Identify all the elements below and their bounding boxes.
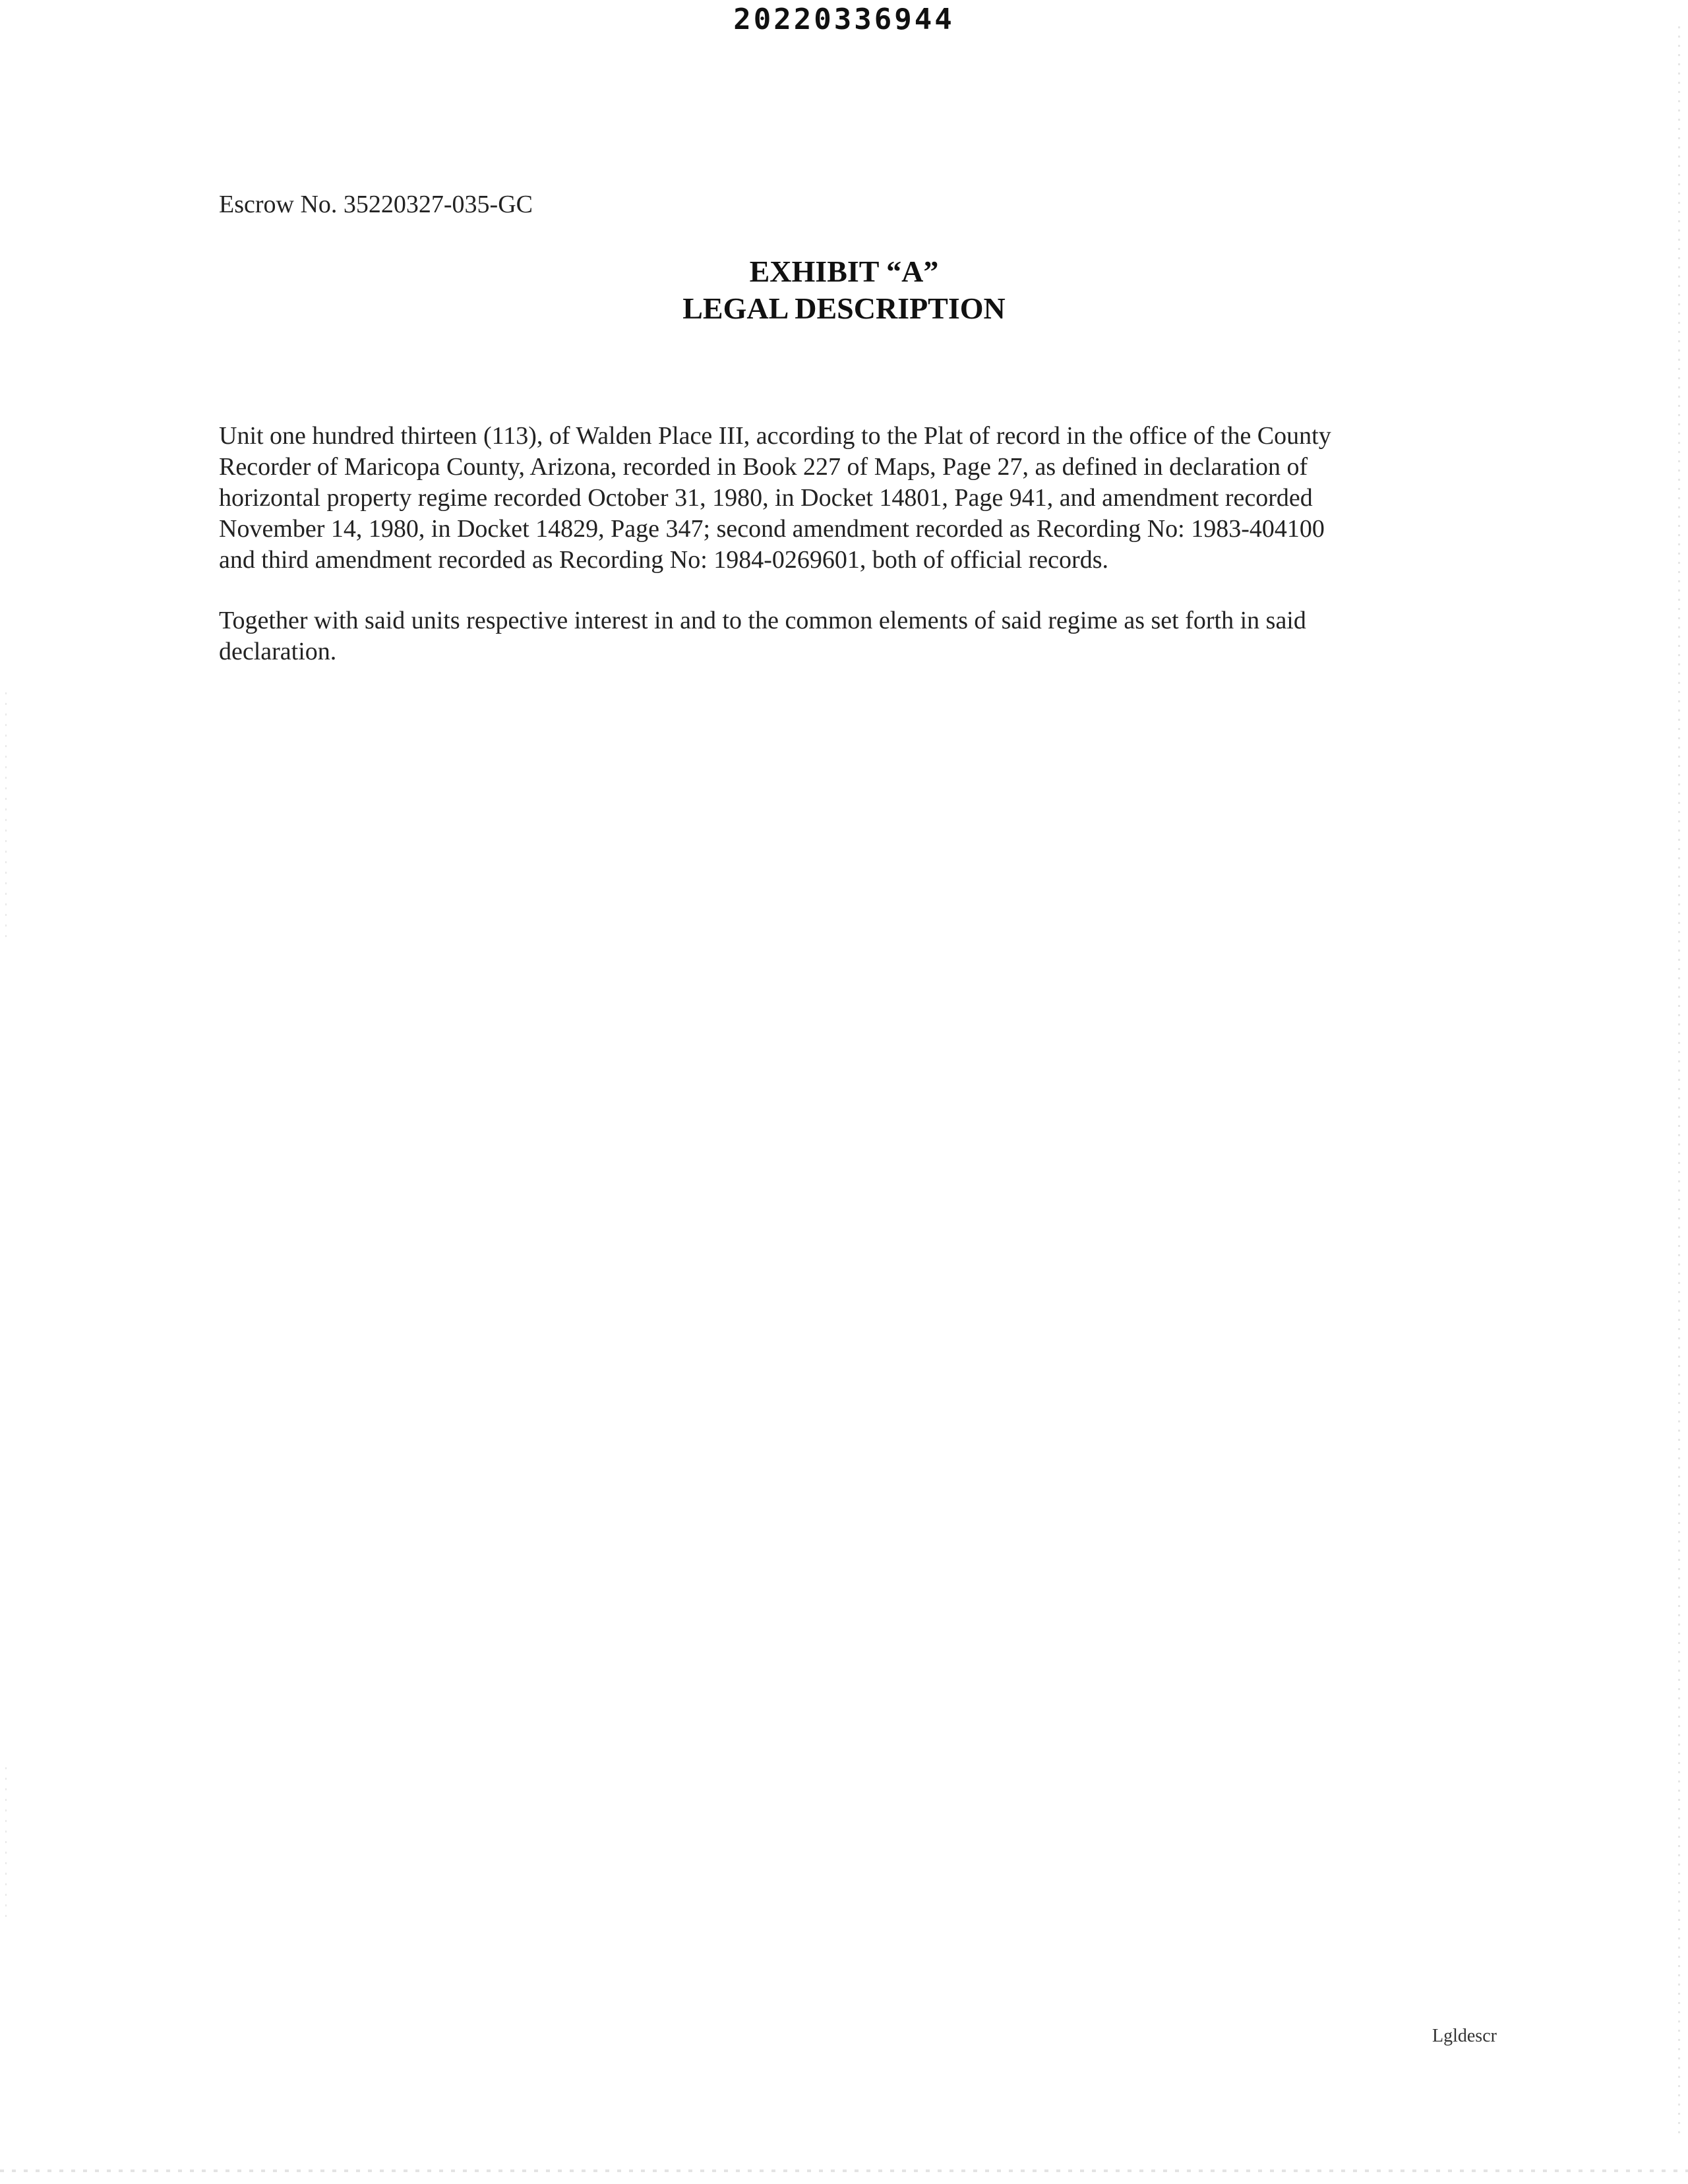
legal-description-heading: LEGAL DESCRIPTION: [682, 291, 1006, 325]
scan-artifact-left: [5, 692, 7, 943]
paragraph-line: November 14, 1980, in Docket 14829, Page 347; second amendment recorded as Recording No: 1983-404100: [219, 515, 1325, 543]
legal-description-paragraph: [219, 421, 1472, 576]
paragraph-line: Recorder of Maricopa County, Arizona, recorded in Book 227 of Maps, Page 27, as defined in declaration of: [219, 453, 1308, 481]
common-elements-paragraph: [219, 605, 1472, 667]
exhibit-title: [0, 253, 1688, 327]
paragraph-line: Together with said units respective interest in and to the common elements of said regime as set forth in said: [219, 607, 1306, 634]
paragraph-line: and third amendment recorded as Recording No: 1984-0269601, both of official records.: [219, 546, 1108, 574]
exhibit-heading: EXHIBIT “A”: [749, 255, 939, 288]
scan-artifact-right: [1678, 26, 1680, 2137]
scan-artifact-left: [5, 1767, 7, 1926]
paragraph-line: horizontal property regime recorded October 31, 1980, in Docket 14801, Page 941, and amendment recorded: [219, 484, 1313, 512]
recording-number: 20220336944: [733, 3, 955, 36]
footer-form-code: Lgldescr: [1432, 2026, 1497, 2046]
paragraph-line: Unit one hundred thirteen (113), of Walden Place III, according to the Plat of record in the office of the County: [219, 422, 1331, 450]
paragraph-line: declaration.: [219, 638, 337, 665]
escrow-number: Escrow No. 35220327-035-GC: [219, 191, 533, 218]
scan-artifact-bottom: [0, 2169, 1688, 2172]
